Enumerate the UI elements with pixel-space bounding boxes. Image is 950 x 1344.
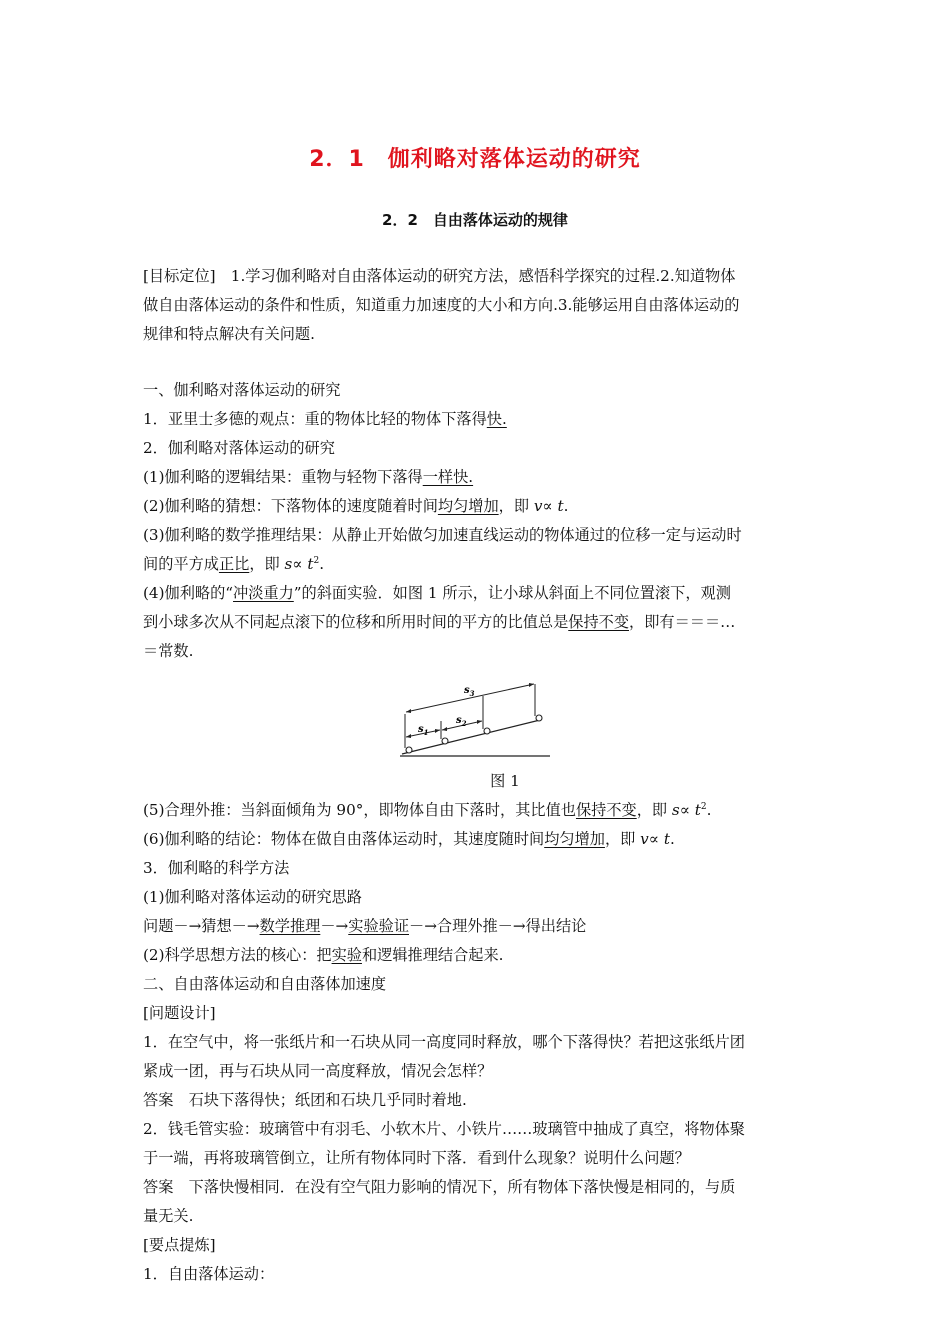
- label-s2: $s_2$: [456, 715, 467, 728]
- fill-answer: 正比: [218, 555, 250, 573]
- answer-1: 答案 石块下落得快；纸团和石块几乎同时着地.: [143, 1091, 467, 1109]
- incline-diagram: [398, 666, 558, 762]
- question-2: 2．钱毛管实验：玻璃管中有羽毛、小软木片、小铁片……玻璃管中抽成了真空，将物体聚: [143, 1120, 745, 1138]
- question-1: 1．在空气中，将一张纸片和一石块从同一高度同时释放，哪个下落得快？若把这张纸片团: [143, 1033, 745, 1051]
- formula: s∝ t: [284, 555, 314, 573]
- answer-2: 答案 下落快慢相同．在没有空气阻力影响的情况下，所有物体下落快慢是相同的，与质: [143, 1178, 736, 1196]
- fill-answer: 均匀增加: [437, 497, 499, 515]
- paragraph: ＝常数.: [143, 642, 194, 660]
- answer-2: 量无关.: [143, 1207, 194, 1225]
- figure-caption: 图 1: [490, 772, 520, 790]
- goals-line-3: 规律和特点解决有关问题.: [143, 325, 315, 343]
- incline-figure: [143, 666, 807, 766]
- label-s3: $s_3$: [464, 685, 475, 698]
- formula: v∝ t: [640, 830, 670, 848]
- section-subtitle: 2．2 自由落体运动的规律: [382, 211, 568, 229]
- paragraph: (1)伽利略对落体运动的研究思路: [143, 888, 362, 906]
- paragraph: (2)科学思想方法的核心：把实验和逻辑推理结合起来.: [143, 946, 504, 964]
- ball-2: [484, 728, 490, 734]
- fill-answer: 均匀增加: [544, 830, 605, 848]
- goals-line-1: [目标定位] 1.学习伽利略对自由落体运动的研究方法，感悟科学探究的过程.2.知道物体: [143, 267, 736, 285]
- ball-1: [442, 738, 448, 744]
- fill-answer: 一样快.: [422, 468, 474, 486]
- paragraph: 1．亚里士多德的观点：重的物体比轻的物体下落得快.: [143, 410, 507, 428]
- section-heading-1: 一、伽利略对落体运动的研究: [143, 381, 341, 399]
- fill-answer: 保持不变: [575, 801, 637, 819]
- subheading: [问题设计]: [143, 1004, 216, 1022]
- question-2: 于一端，再将玻璃管倒立，让所有物体同时下落．看到什么现象？说明什么问题？: [143, 1149, 690, 1167]
- formula: s∝ t: [671, 801, 701, 819]
- label-s1: $s_1$: [418, 724, 429, 737]
- paragraph: 1．自由落体运动：: [143, 1265, 275, 1283]
- paragraph: 2．伽利略对落体运动的研究: [143, 439, 335, 457]
- page-title: 2．1 伽利略对落体运动的研究: [309, 147, 641, 172]
- paragraph: 3．伽利略的科学方法: [143, 859, 290, 877]
- paragraph: 间的平方成正比，即 $s\propto t^2$.: [143, 555, 325, 573]
- goals-line-2: 做自由落体运动的条件和性质，知道重力加速度的大小和方向.3.能够运用自由落体运动的: [143, 296, 740, 314]
- paragraph: (2)伽利略的猜想：下落物体的速度随着时间均匀增加，即 v∝ t.: [143, 497, 569, 515]
- formula: v∝ t: [533, 497, 564, 515]
- paragraph: (6)伽利略的结论：物体在做自由落体运动时，其速度随时间均匀增加，即 v∝ t.: [143, 830, 675, 848]
- paragraph: (4)伽利略的“冲淡重力”的斜面实验．如图 1 所示，让小球从斜面上不同位置滚下，观测: [143, 584, 731, 602]
- fill-answer: 实验验证: [348, 917, 409, 935]
- subheading: [要点提炼]: [143, 1236, 216, 1254]
- ball-start: [406, 747, 412, 753]
- research-flow: 问题－→猜想－→数学推理－→实验验证－→合理外推－→得出结论: [143, 917, 587, 935]
- paragraph: 到小球多次从不同起点滚下的位移和所用时间的平方的比值总是保持不变，即有＝＝＝…: [143, 613, 736, 631]
- fill-answer: 快.: [486, 410, 507, 428]
- section-heading-2: 二、自由落体运动和自由落体加速度: [143, 975, 386, 993]
- paragraph: (3)伽利略的数学推理结果：从静止开始做匀加速直线运动的物体通过的位移一定与运动时: [143, 526, 742, 544]
- fill-answer: 数学推理: [259, 917, 321, 935]
- document-body: [143, 262, 807, 1289]
- paragraph: (1)伽利略的逻辑结果：重物与轻物下落得一样快.: [143, 468, 474, 486]
- ball-3: [536, 715, 542, 721]
- fill-answer: 冲淡重力: [233, 584, 294, 602]
- paragraph: (5)合理外推：当斜面倾角为 90°，即物体自由下落时，其比值也保持不变，即 $s\propto t^2$.: [143, 801, 712, 819]
- question-1: 紧成一团，再与石块从同一高度释放，情况会怎样？: [143, 1062, 493, 1080]
- fill-answer: 实验: [331, 946, 362, 964]
- fill-answer: 保持不变: [568, 613, 629, 631]
